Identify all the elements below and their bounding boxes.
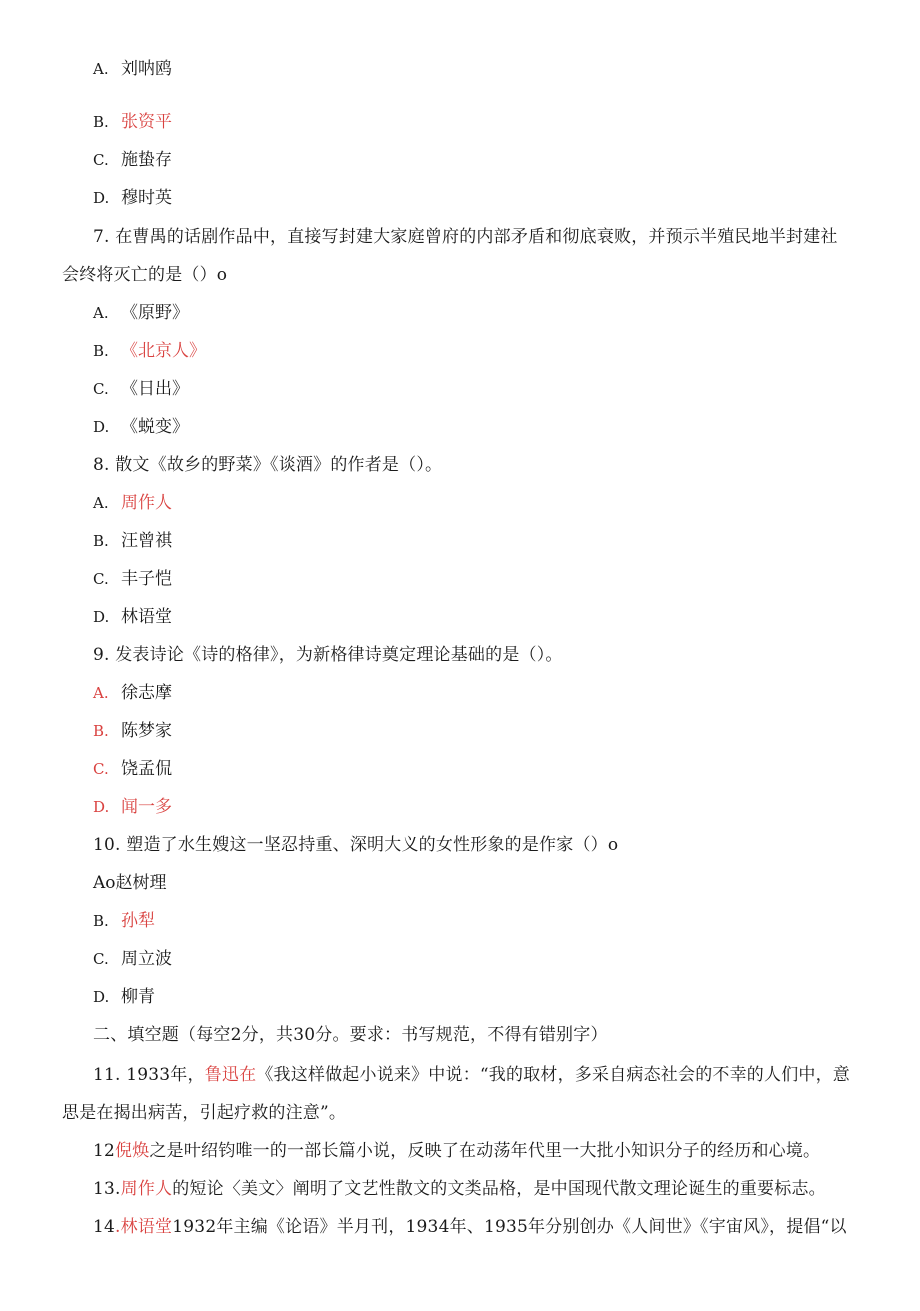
q6-option-b (93, 111, 172, 133)
q7-option-d (93, 416, 189, 438)
q7-option-a (93, 302, 189, 324)
option-text-answer: 《北京人》 (121, 341, 206, 361)
q13-line (93, 1178, 826, 1200)
option-text-answer: 孙犁 (121, 911, 155, 931)
option-label: C. (93, 151, 109, 169)
q13-prefix: 13. (93, 1179, 121, 1199)
q11-line2: 思是在揭出病苦，引起疗救的注意”。 (62, 1103, 347, 1123)
option-text-answer: 闻一多 (121, 797, 172, 817)
option-label: C. (93, 570, 109, 588)
option-text: 陈梦家 (121, 721, 172, 741)
q10-option-d (93, 986, 155, 1008)
q8-option-c (93, 568, 172, 590)
q7-option-b (93, 340, 206, 362)
option-label: A. (93, 60, 109, 78)
q10-option-b (93, 910, 155, 932)
option-label: A. (93, 304, 109, 322)
q12-answer: 倪焕 (115, 1141, 150, 1161)
option-label: D. (93, 418, 110, 436)
option-text: 徐志摩 (121, 683, 172, 703)
q13-answer: 周作人 (120, 1179, 173, 1199)
option-text: 周立波 (121, 949, 172, 969)
option-text: 穆时英 (121, 188, 172, 208)
option-label: B. (93, 722, 109, 740)
q8-option-d (93, 606, 172, 628)
q11-prefix: 11. 1933年， (93, 1065, 205, 1085)
option-text: 《日出》 (121, 379, 189, 399)
q11-answer: 鲁迅在 (204, 1065, 257, 1085)
option-label: B. (93, 532, 109, 550)
q11-line1 (93, 1064, 850, 1086)
q9-stem: 9. 发表诗论《诗的格律》，为新格律诗奠定理论基础的是（）。 (93, 645, 563, 665)
option-text: 丰子恺 (121, 569, 172, 589)
option-text: 饶孟侃 (121, 759, 172, 779)
section-heading: 二、填空题（每空2分，共30分。要求：书写规范，不得有错别字） (93, 1025, 608, 1045)
option-text: 刘呐鸥 (121, 59, 172, 79)
q13-rest: 的短论〈美文〉阐明了文艺性散文的文类品格，是中国现代散文理论诞生的重要标志。 (172, 1179, 826, 1199)
q12-rest: 之是叶绍钧唯一的一部长篇小说，反映了在动荡年代里一大批小知识分子的经历和心境。 (149, 1141, 821, 1161)
q10-option-a: Ao赵树理 (93, 873, 167, 893)
q9-option-d (93, 796, 172, 818)
q12-line (93, 1140, 820, 1162)
q11-rest: 《我这样做起小说来》中说：“我的取材，多采自病态社会的不幸的人们中，意 (256, 1065, 851, 1085)
q14-answer: .林语堂 (115, 1217, 173, 1237)
option-label: B. (93, 113, 109, 131)
q7-stem-line2: 会终将灭亡的是（）o (62, 265, 228, 285)
option-label: C. (93, 380, 109, 398)
option-text: 柳青 (121, 987, 155, 1007)
option-text: 汪曾祺 (121, 531, 172, 551)
option-label: C. (93, 760, 109, 778)
option-text-answer: 张资平 (121, 112, 172, 132)
option-text: 施蛰存 (121, 150, 172, 170)
option-label: D. (93, 798, 110, 816)
option-label: C. (93, 950, 109, 968)
q14-rest: 1932年主编《论语》半月刊，1934年、1935年分别创办《人间世》《宇宙风》，提倡“以 (172, 1217, 847, 1237)
q12-prefix: 12 (93, 1141, 116, 1161)
option-label: A. (93, 494, 109, 512)
q6-option-d (93, 187, 172, 209)
option-label: D. (93, 608, 110, 626)
option-text: 《蜕变》 (121, 417, 189, 437)
q8-option-b (93, 530, 172, 552)
option-label: B. (93, 912, 109, 930)
q6-option-a (93, 58, 172, 80)
option-text-answer: 周作人 (121, 493, 172, 513)
option-label: D. (93, 189, 110, 207)
q14-line (93, 1216, 847, 1238)
option-text: 林语堂 (121, 607, 172, 627)
q8-option-a (93, 492, 172, 514)
q10-option-c (93, 948, 172, 970)
q14-prefix: 14 (93, 1217, 116, 1237)
q9-option-c (93, 758, 172, 780)
option-label: D. (93, 988, 110, 1006)
option-text: 《原野》 (121, 303, 189, 323)
q8-stem: 8. 散文《故乡的野菜》《谈酒》的作者是（）。 (93, 455, 443, 475)
option-label: B. (93, 342, 109, 360)
q6-option-c (93, 149, 172, 171)
q7-stem-line1: 7. 在曹禺的话剧作品中，直接写封建大家庭曾府的内部矛盾和彻底衰败，并预示半殖民地半封建社 (93, 227, 838, 247)
q7-option-c (93, 378, 189, 400)
q9-option-a (93, 682, 172, 704)
q9-option-b (93, 720, 172, 742)
option-label: A. (93, 684, 109, 702)
q10-stem: 10. 塑造了水生嫂这一坚忍持重、深明大义的女性形象的是作家（）o (93, 835, 619, 855)
